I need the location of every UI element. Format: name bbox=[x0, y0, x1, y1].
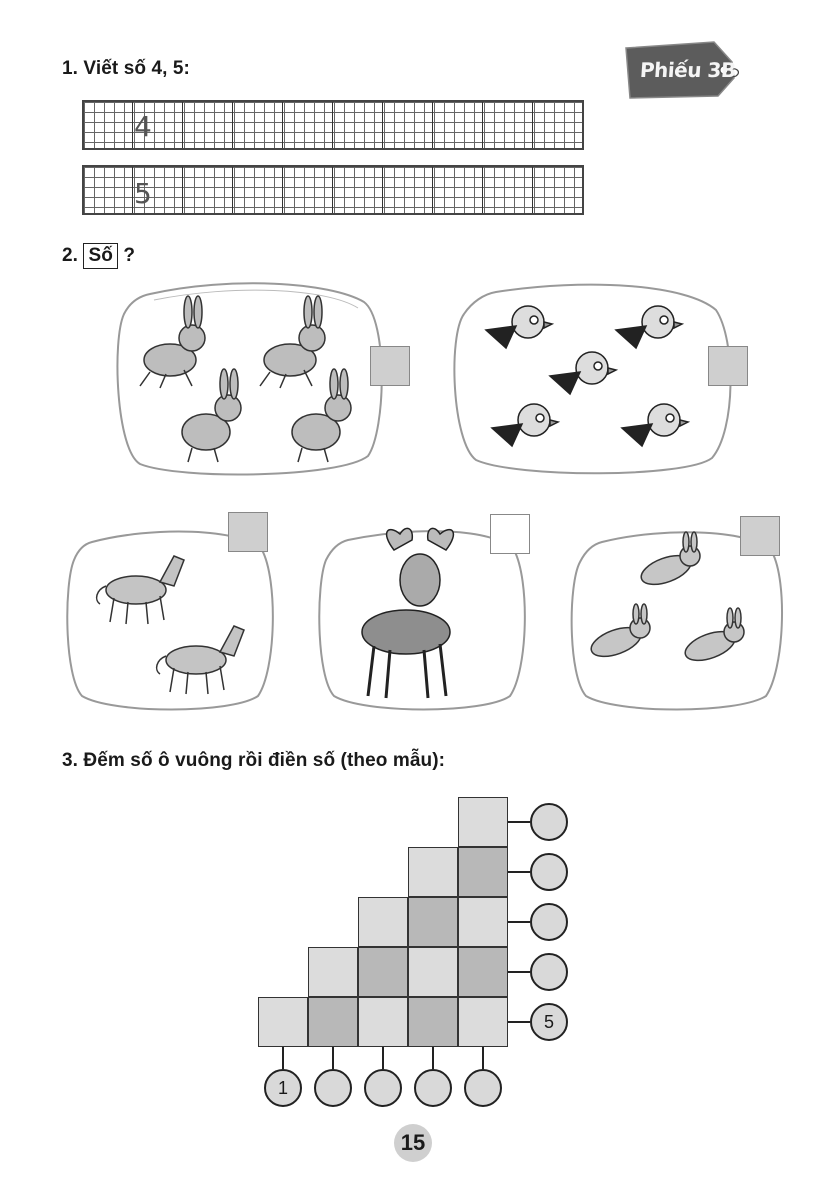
page-number: 15 bbox=[394, 1124, 432, 1162]
writing-grid-row-5 bbox=[82, 165, 584, 215]
section2-number: 2. bbox=[62, 245, 79, 266]
column-count-circle[interactable] bbox=[414, 1069, 452, 1107]
grid-square bbox=[458, 947, 508, 997]
row-count-circle[interactable] bbox=[530, 853, 568, 891]
bird-icon bbox=[486, 306, 552, 348]
grid-square bbox=[308, 997, 358, 1047]
horse-icon bbox=[97, 556, 184, 624]
section2-question-mark: ? bbox=[123, 245, 136, 266]
section2-boxed-word: Số bbox=[83, 243, 117, 269]
connector-line bbox=[508, 821, 530, 823]
answer-box-rabbits[interactable] bbox=[370, 346, 410, 386]
row-count-circle[interactable] bbox=[530, 903, 568, 941]
answer-box-horses[interactable] bbox=[228, 512, 268, 552]
worksheet-tag-label: Phiếu 3B bbox=[639, 58, 737, 82]
column-count-circle[interactable] bbox=[364, 1069, 402, 1107]
grid-square bbox=[408, 947, 458, 997]
row-count-circle[interactable]: 5 bbox=[530, 1003, 568, 1041]
section3-heading: 3. Đếm số ô vuông rồi điền số (theo mẫu): bbox=[62, 750, 446, 771]
rabbit-icon bbox=[292, 369, 351, 462]
connector-line bbox=[508, 971, 530, 973]
grid-square bbox=[458, 997, 508, 1047]
bird-icon bbox=[622, 404, 688, 446]
rabbit-panel bbox=[110, 280, 390, 480]
grid-square bbox=[358, 997, 408, 1047]
connector-line bbox=[482, 1047, 484, 1069]
connector-line bbox=[332, 1047, 334, 1069]
bird-icon bbox=[616, 306, 682, 348]
grid-square bbox=[458, 847, 508, 897]
grid-square bbox=[408, 847, 458, 897]
rabbit-icon bbox=[637, 532, 700, 590]
connector-line bbox=[432, 1047, 434, 1069]
connector-line bbox=[382, 1047, 384, 1069]
bird-icon bbox=[550, 352, 616, 394]
connector-line bbox=[508, 921, 530, 923]
connector-line bbox=[508, 871, 530, 873]
section2-heading bbox=[62, 243, 135, 269]
bird-panel bbox=[446, 280, 736, 480]
grid-square bbox=[408, 897, 458, 947]
grid-square bbox=[408, 997, 458, 1047]
column-count-circle[interactable] bbox=[464, 1069, 502, 1107]
horse-icon bbox=[157, 626, 244, 694]
rabbit-icon bbox=[260, 296, 325, 388]
grid-square bbox=[458, 897, 508, 947]
grid-square bbox=[308, 947, 358, 997]
grid-square bbox=[258, 997, 308, 1047]
grid-square bbox=[358, 897, 408, 947]
deer-icon bbox=[362, 528, 453, 698]
grid-square bbox=[458, 797, 508, 847]
sample-digit-4: 4 bbox=[134, 110, 152, 143]
connector-line bbox=[282, 1047, 284, 1069]
row-count-circle[interactable] bbox=[530, 953, 568, 991]
section1-heading: 1. Viết số 4, 5: bbox=[62, 58, 190, 79]
column-count-circle[interactable]: 1 bbox=[264, 1069, 302, 1107]
column-count-circle[interactable] bbox=[314, 1069, 352, 1107]
connector-line bbox=[508, 1021, 530, 1023]
rabbit-icon bbox=[140, 296, 205, 388]
sample-digit-5: 5 bbox=[134, 177, 152, 210]
answer-box-jumping-rabbits[interactable] bbox=[740, 516, 780, 556]
answer-box-birds[interactable] bbox=[708, 346, 748, 386]
row-count-circle[interactable] bbox=[530, 803, 568, 841]
bird-icon bbox=[492, 404, 558, 446]
writing-grid-row-4 bbox=[82, 100, 584, 150]
grid-square bbox=[358, 947, 408, 997]
answer-box-deer[interactable] bbox=[490, 514, 530, 554]
rabbit-icon bbox=[681, 608, 744, 666]
rabbit-icon bbox=[587, 604, 650, 662]
